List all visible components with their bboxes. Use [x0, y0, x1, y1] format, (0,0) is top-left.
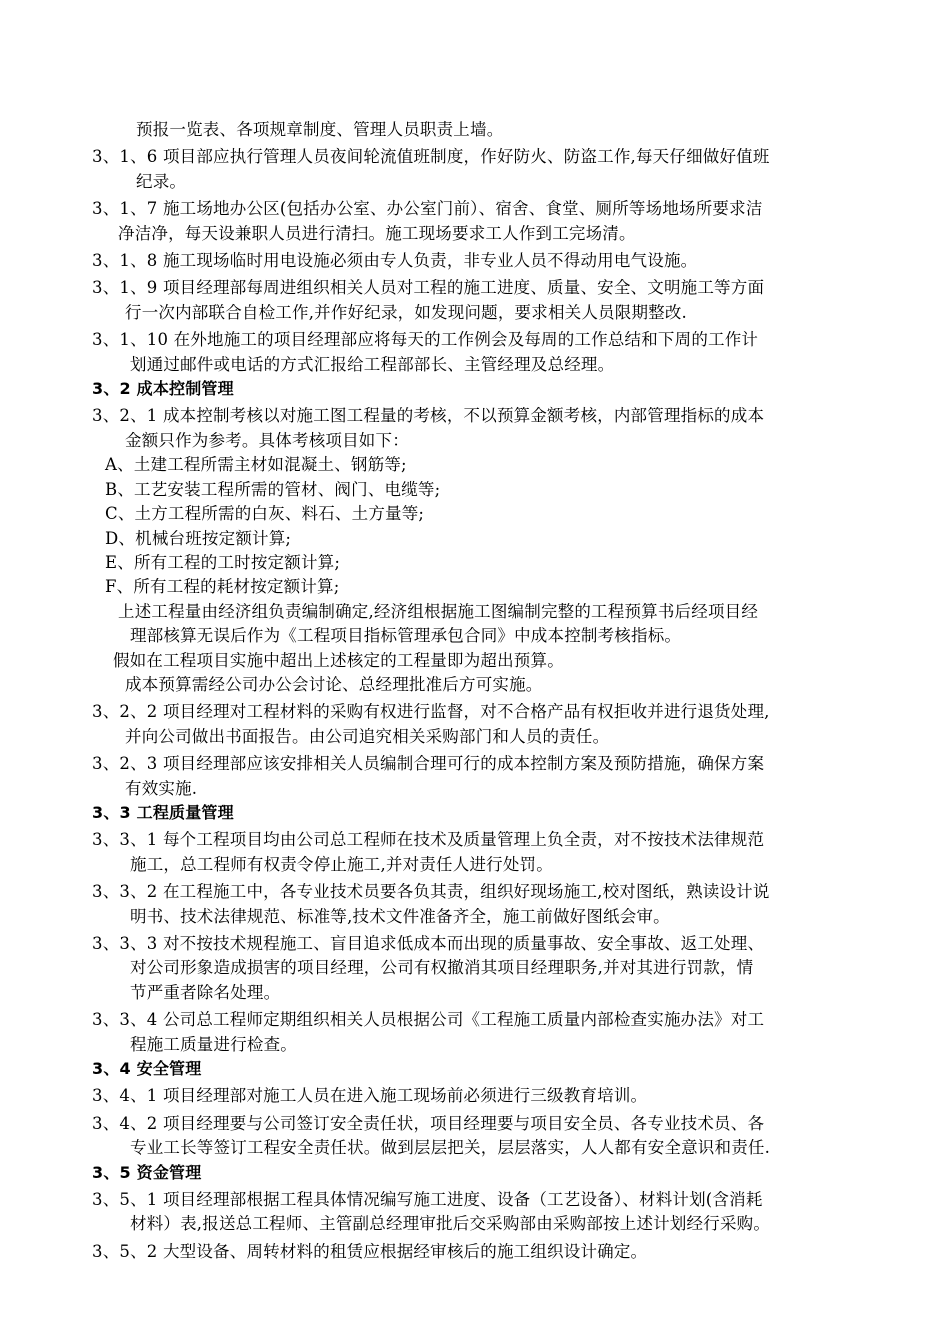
text-line: 3、2、3 项目经理部应该安排相关人员编制合理可行的成本控制方案及预防措施，确保方案: [92, 754, 765, 774]
text-line: 3、1、10 在外地施工的项目经理部应将每天的工作例会及每周的工作总结和下周的工作计: [92, 330, 759, 350]
list-item: A、土建工程所需主材如混凝土、钢筋等;: [105, 455, 407, 475]
text-line: 纪录。: [136, 171, 187, 191]
text-line: 3、3、4 公司总工程师定期组织相关人员根据公司《工程施工质量内部检查实施办法》对工: [92, 1010, 765, 1030]
text-line: 程施工质量进行检查。: [130, 1034, 297, 1054]
list-item: C、土方工程所需的白灰、料石、土方量等;: [105, 504, 425, 524]
text-line: 施工，总工程师有权责令停止施工,并对责任人进行处罚。: [130, 854, 553, 874]
text-line: 3、3、3 对不按技术规程施工、盲目追求低成本而出现的质量事故、安全事故、返工处理、: [92, 934, 765, 953]
text-line: 有效实施.: [125, 778, 198, 798]
text-line: 对公司形象造成损害的项目经理，公司有权撤消其项目经理职务,并对其进行罚款，情: [130, 958, 754, 978]
text-line: 并向公司做出书面报告。由公司追究相关采购部门和人员的责任。: [125, 726, 610, 746]
text-line: 3、1、7 施工场地办公区(包括办公室、办公室门前）、宿舍、食堂、厕所等场地场所要求洁: [92, 199, 763, 219]
text-line: 3、3、2 在工程施工中，各专业技术员要各负其责，组织好现场施工,校对图纸，熟读设计说: [92, 882, 770, 902]
list-item: E、所有工程的工时按定额计算;: [105, 552, 341, 572]
section-heading: 3、3 工程质量管理: [92, 802, 234, 822]
text-line: 上述工程量由经济组负责编制确定,经济组根据施工图编制完整的工程预算书后经项目经: [118, 601, 759, 621]
text-line: 3、3、1 每个工程项目均由公司总工程师在技术及质量管理上负全责，对不按技术法律规范: [92, 830, 765, 850]
text-line: 3、2、1 成本控制考核以对施工图工程量的考核，不以预算金额考核，内部管理指标的成本: [92, 406, 765, 426]
text-line: 假如在工程项目实施中超出上述核定的工程量即为超出预算。: [113, 650, 564, 670]
text-line: 材料）表,报送总工程师、主管副总经理审批后交采购部由采购部按上述计划经行采购。: [130, 1214, 771, 1234]
list-item: B、工艺安装工程所需的管材、阀门、电缆等;: [105, 479, 441, 499]
list-item: F、所有工程的耗材按定额计算;: [105, 577, 340, 597]
text-line: 划通过邮件或电话的方式汇报给工程部部长、主管经理及总经理。: [130, 354, 615, 374]
text-line: 明书、技术法律规范、标准等,技术文件准备齐全，施工前做好图纸会审。: [130, 906, 670, 926]
list-item: D、机械台班按定额计算;: [105, 528, 292, 548]
text-line: 行一次内部联合自检工作,并作好纪录，如发现问题，要求相关人员限期整改.: [125, 302, 687, 322]
document-page: [0, 118, 950, 1264]
text-line: 3、5、2 大型设备、周转材料的租赁应根据经审核后的施工组织设计确定。: [92, 1241, 648, 1261]
text-line: 3、2、2 项目经理对工程材料的采购有权进行监督，对不合格产品有权拒收并进行退货处理,: [92, 702, 770, 722]
section-heading: 3、2 成本控制管理: [92, 379, 234, 399]
text-line: 节严重者除名处理。: [130, 982, 281, 1002]
section-heading: 3、5 资金管理: [92, 1162, 202, 1182]
text-line: 净洁净，每天设兼职人员进行清扫。施工现场要求工人作到工完场清。: [118, 223, 636, 243]
text-line: 预报一览表、各项规章制度、管理人员职责上墙。: [136, 120, 504, 139]
text-line: 3、4、1 项目经理部对施工人员在进入施工现场前必须进行三级教育培训。: [92, 1086, 648, 1106]
text-line: 3、1、9 项目经理部每周进组织相关人员对工程的施工进度、质量、安全、文明施工等方面: [92, 278, 765, 298]
text-line: 3、1、8 施工现场临时用电设施必须由专人负责，非专业人员不得动用电气设施。: [92, 251, 698, 271]
text-line: 金额只作为参考。具体考核项目如下：: [125, 430, 409, 450]
text-line: 3、4、2 项目经理要与公司签订安全责任状，项目经理要与项目安全员、各专业技术员、各: [92, 1113, 765, 1133]
text-line: 专业工长等签订工程安全责任状。做到层层把关，层层落实，人人都有安全意识和责任.: [130, 1138, 771, 1158]
section-heading: 3、4 安全管理: [92, 1059, 202, 1079]
text-line: 3、1、6 项目部应执行管理人员夜间轮流值班制度，作好防火、防盗工作,每天仔细做好值班: [92, 147, 770, 167]
text-line: 理部核算无误后作为《工程项目指标管理承包合同》中成本控制考核指标。: [130, 626, 682, 646]
text-line: 3、5、1 项目经理部根据工程具体情况编写施工进度、设备（工艺设备）、材料计划(含消耗: [92, 1190, 763, 1210]
text-line: 成本预算需经公司办公会讨论、总经理批准后方可实施。: [125, 674, 543, 694]
